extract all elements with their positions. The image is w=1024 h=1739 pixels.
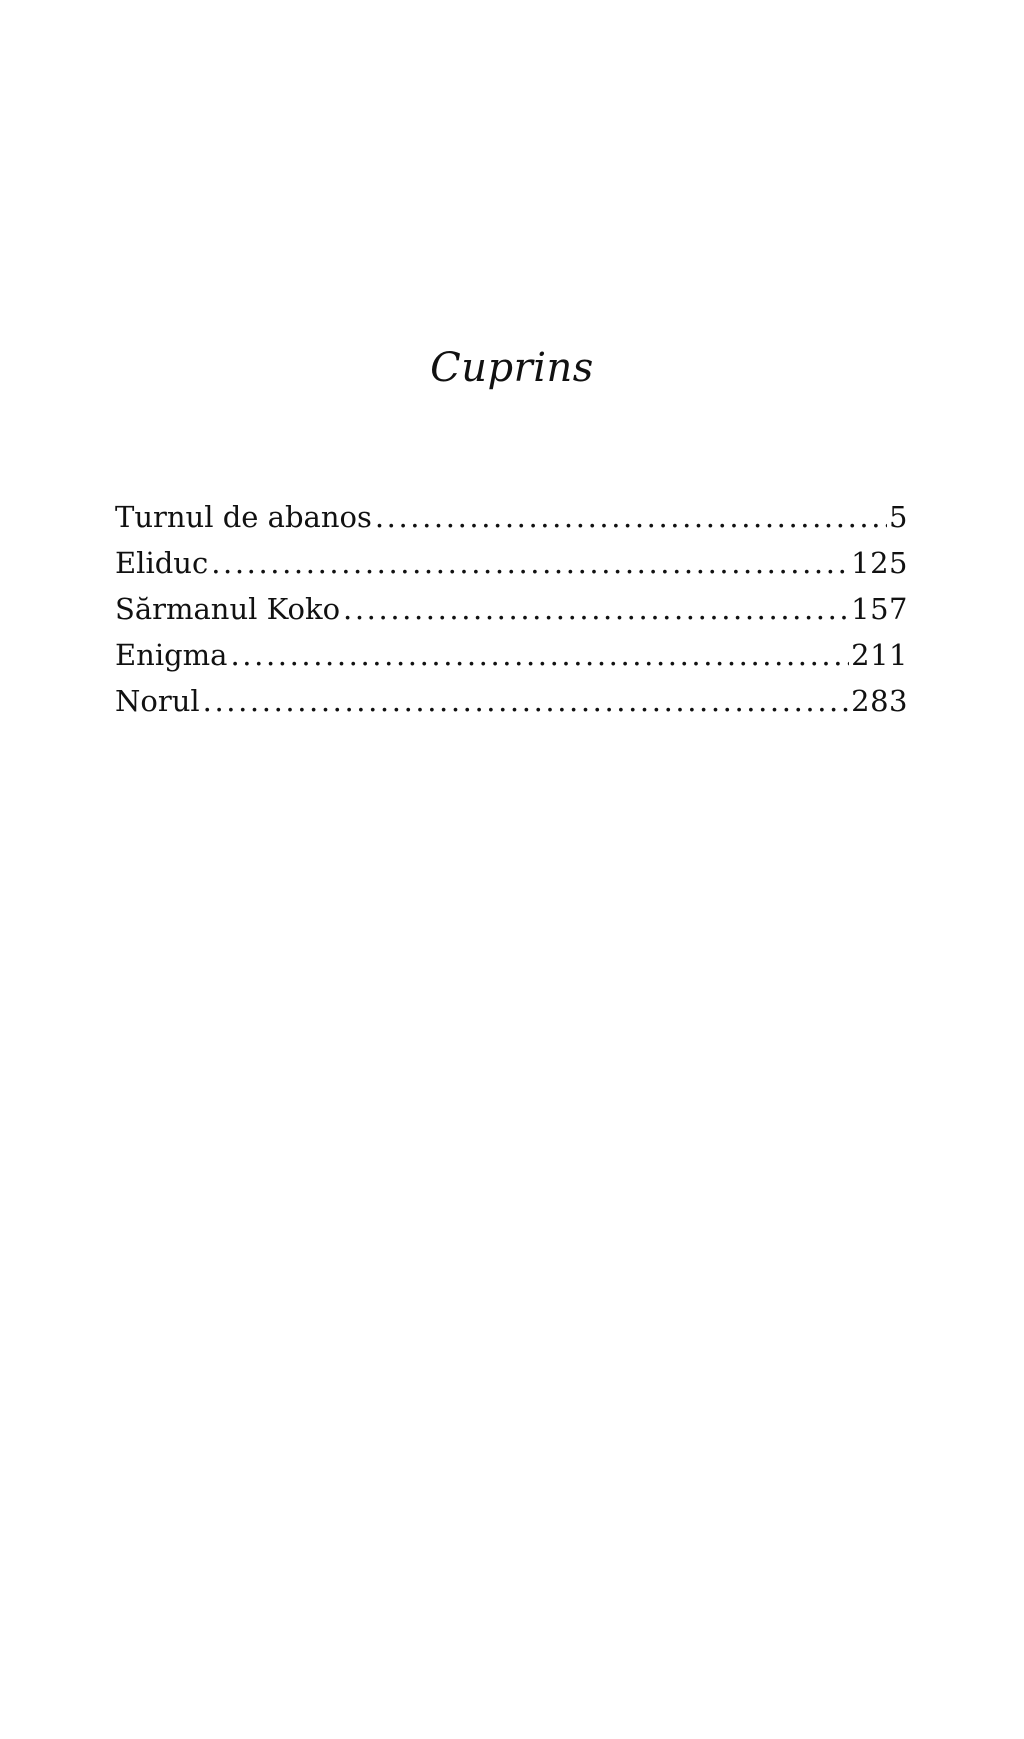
dot-leader bbox=[375, 494, 887, 540]
toc-entry bbox=[115, 540, 908, 586]
toc-entry-page: 5 bbox=[889, 500, 908, 534]
toc-entry-page: 211 bbox=[851, 638, 908, 672]
toc-entry bbox=[115, 586, 908, 632]
dot-leader bbox=[211, 540, 849, 586]
toc-entry bbox=[115, 494, 908, 540]
toc-entry-page: 157 bbox=[851, 592, 908, 626]
toc-entry-page: 125 bbox=[851, 546, 908, 580]
toc-entry bbox=[115, 632, 908, 678]
table-of-contents bbox=[115, 494, 908, 724]
toc-entry-title: Turnul de abanos bbox=[115, 500, 372, 534]
toc-entry-title: Norul bbox=[115, 684, 200, 718]
toc-entry-title: Sărmanul Koko bbox=[115, 592, 341, 626]
toc-entry-title: Enigma bbox=[115, 638, 228, 672]
dot-leader bbox=[203, 678, 849, 724]
toc-entry-title: Eliduc bbox=[115, 546, 209, 580]
page-title: Cuprins bbox=[430, 345, 594, 391]
dot-leader bbox=[343, 586, 849, 632]
toc-entry bbox=[115, 678, 908, 724]
toc-entry-page: 283 bbox=[851, 684, 908, 718]
dot-leader bbox=[230, 632, 849, 678]
